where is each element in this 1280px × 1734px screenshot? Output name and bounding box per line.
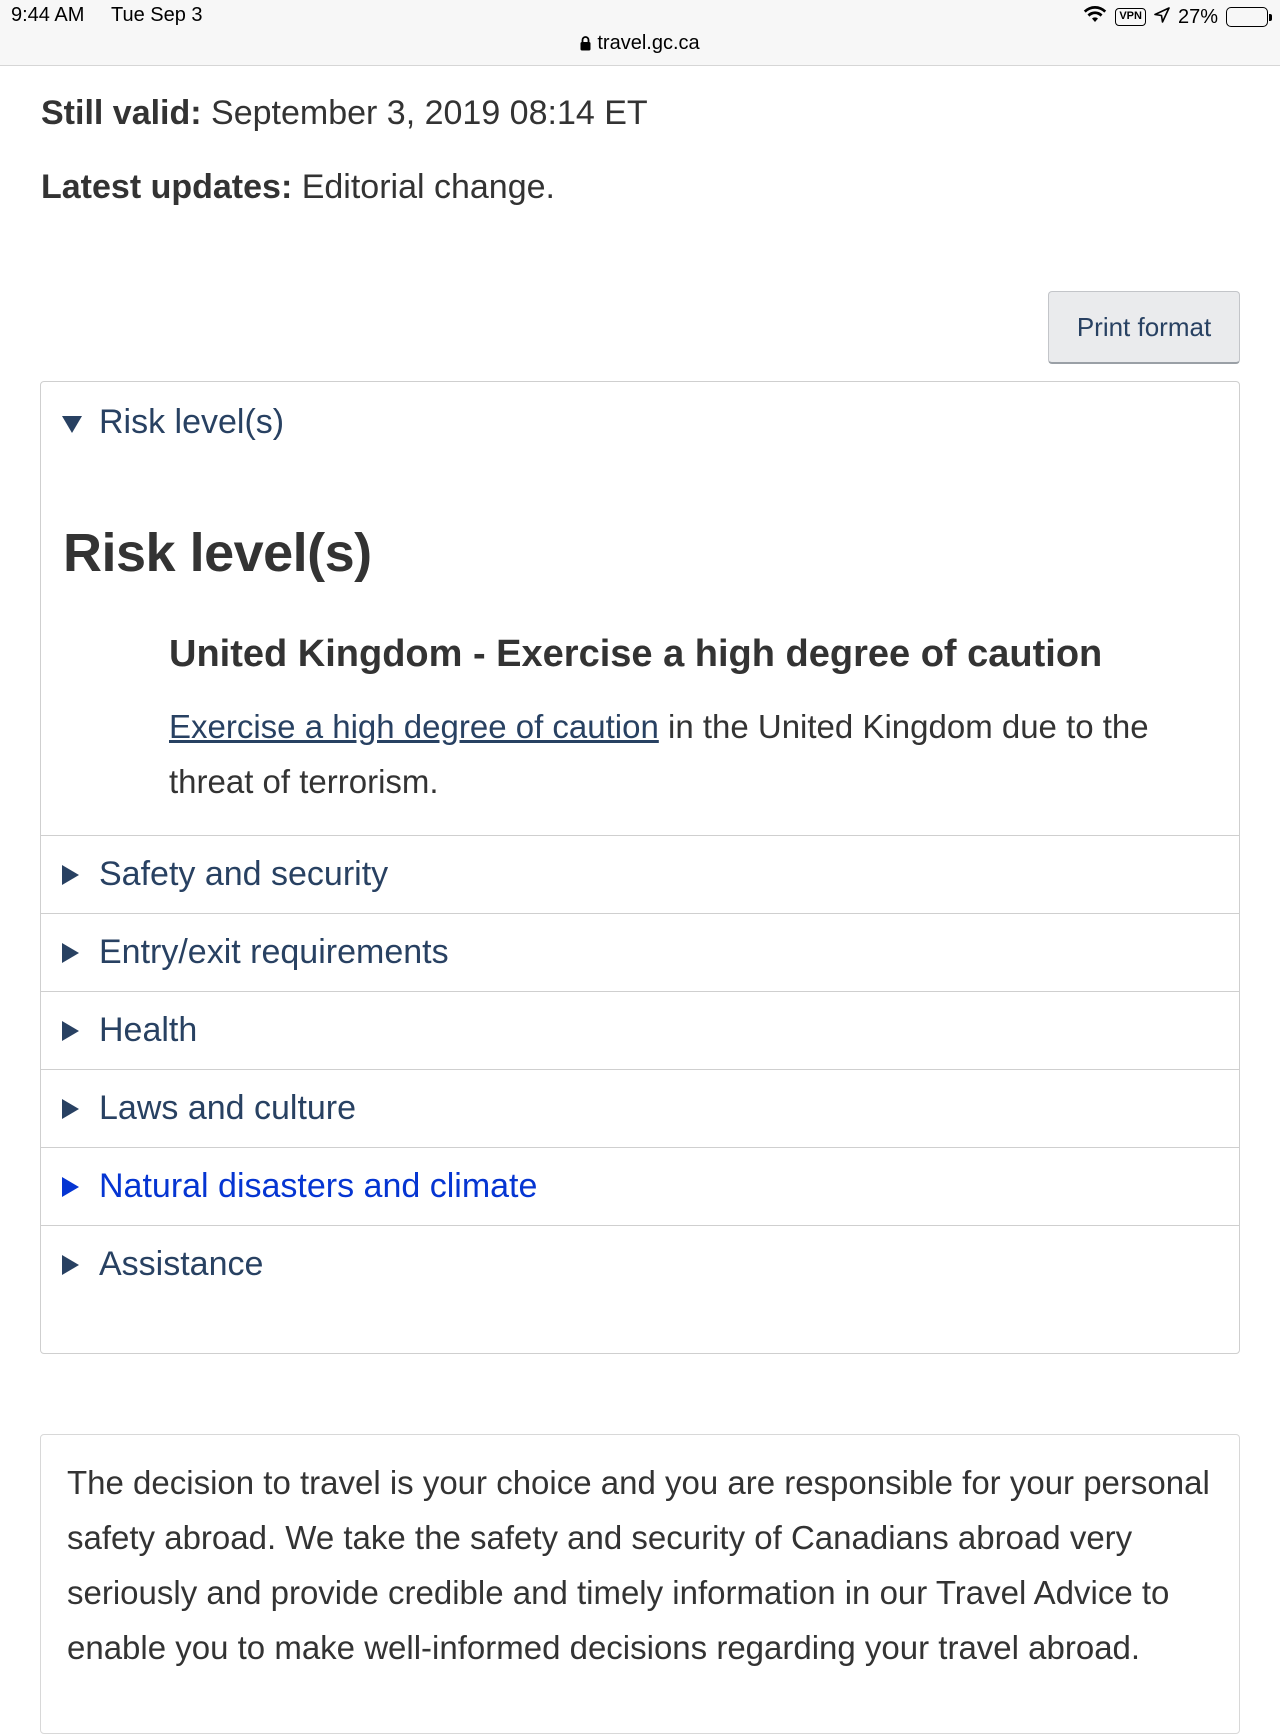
section-assistance[interactable] [41, 1226, 1239, 1303]
triangle-right-icon [62, 855, 82, 894]
status-time: 9:44 AM [11, 4, 85, 26]
disclaimer-box [40, 1434, 1240, 1734]
section-safety-and-security[interactable] [41, 836, 1239, 913]
wifi-icon [1083, 5, 1107, 29]
risk-levels-summary-label: Risk level(s) [99, 402, 285, 441]
section-label: Entry/exit requirements [99, 933, 449, 971]
risk-levels-heading: Risk level(s) [63, 523, 372, 583]
section-label: Natural disasters and climate [99, 1167, 538, 1205]
disclaimer-text: The decision to travel is your choice and you are responsible for your personal safety abroad. We take the safety and security of Canadians abroad very seriously and provide credible and timely information in our Travel Advice to enable you to make well-informed decisions regarding your travel abroad. [67, 1464, 1210, 1666]
advisory-accordion [40, 381, 1240, 1354]
risk-level-description [169, 699, 1189, 809]
section-label: Safety and security [99, 855, 389, 893]
status-bar [0, 0, 1280, 66]
battery-percent: 27% [1177, 5, 1218, 28]
battery-icon [1226, 7, 1268, 27]
risk-level-text: in the United Kingdom due to the threat of terrorism. [169, 708, 1149, 800]
triangle-right-icon [62, 1089, 82, 1128]
risk-level-link[interactable]: Exercise a high degree of caution [169, 708, 659, 745]
still-valid-label: Still valid: [41, 94, 202, 132]
location-arrow-icon [1154, 6, 1170, 29]
url-text: travel.gc.ca [597, 32, 700, 54]
status-date: Tue Sep 3 [111, 4, 203, 26]
address-bar[interactable] [0, 32, 1280, 57]
vpn-badge: VPN [1115, 8, 1146, 26]
latest-updates-label: Latest updates: [41, 168, 293, 206]
triangle-right-icon [62, 1167, 82, 1206]
triangle-right-icon [62, 1245, 82, 1284]
triangle-right-icon [62, 933, 82, 972]
triangle-right-icon [62, 1011, 82, 1050]
risk-level-subheading: United Kingdom - Exercise a high degree of caution [169, 633, 1103, 675]
still-valid-line [41, 94, 648, 133]
latest-updates-value: Editorial change. [292, 168, 555, 206]
risk-levels-summary[interactable] [41, 400, 1239, 444]
status-indicators [1083, 4, 1268, 30]
latest-updates-line [41, 168, 555, 207]
section-label: Assistance [99, 1245, 264, 1283]
section-entry-exit-requirements[interactable] [41, 914, 1239, 991]
section-natural-disasters-and-climate[interactable] [41, 1148, 1239, 1225]
lock-icon [580, 34, 591, 57]
section-label: Laws and culture [99, 1089, 357, 1127]
triangle-down-icon [62, 403, 82, 442]
print-format-button[interactable]: Print format [1048, 291, 1240, 364]
still-valid-value: September 3, 2019 08:14 ET [201, 94, 648, 132]
section-health[interactable] [41, 992, 1239, 1069]
section-laws-and-culture[interactable] [41, 1070, 1239, 1147]
section-label: Health [99, 1011, 198, 1049]
